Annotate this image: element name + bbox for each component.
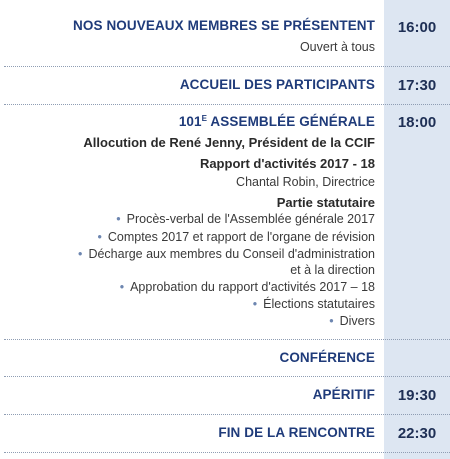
bullet-icon: • (252, 297, 258, 311)
event-title-assembly: $101^E$ ASSEMBLÉE GÉNÉRALE (178, 114, 375, 129)
assembly-report-by: Chantal Robin, Directrice (236, 175, 375, 189)
event-title-welcome: ACCUEIL DES PARTICIPANTS (179, 77, 375, 92)
separator (4, 376, 450, 377)
statutory-section-title: Partie statutaire (276, 195, 375, 210)
bullet-icon: • (329, 314, 334, 328)
event-time-end: 22:30 (397, 425, 437, 442)
separator (4, 104, 450, 105)
event-time-aperitif: 19:30 (397, 387, 437, 404)
statutory-item-continuation: et à la direction (290, 263, 375, 277)
event-title-end: FIN DE LA RENCONTRE (218, 425, 375, 440)
statutory-item: • Divers (329, 314, 375, 328)
assembly-speech: Allocution de René Jenny, Président de la CCIF (83, 135, 375, 150)
event-time-new-members: 16:00 (397, 19, 437, 36)
separator (4, 414, 450, 415)
event-subtitle-open: Ouvert à tous (299, 40, 375, 54)
separator (4, 452, 450, 453)
assembly-report: Rapport d'activités 2017 - 18 (199, 156, 375, 171)
bullet-icon: • (78, 247, 83, 261)
statutory-item: • Approbation du rapport d'activités 2017 – 18 (119, 280, 375, 294)
event-title-new-members: NOS NOUVEAUX MEMBRES SE PRÉSENTENT (73, 18, 375, 33)
bullet-icon: • (97, 230, 102, 244)
statutory-item: • Comptes 2017 et rapport de l'organe de révision (97, 230, 375, 244)
bullet-icon: • (116, 212, 121, 226)
event-time-welcome: 17:30 (397, 77, 437, 94)
event-title-conference: CONFÉRENCE (279, 350, 375, 365)
statutory-item: • Procès-verbal de l'Assemblée générale 2017 (116, 212, 375, 226)
bullet-icon: • (119, 280, 125, 294)
event-title-aperitif: APÉRITIF (312, 387, 375, 402)
statutory-item: • Décharge aux membres du Conseil d'administration (78, 247, 375, 261)
separator (4, 66, 450, 67)
event-time-assembly: 18:00 (397, 114, 437, 131)
statutory-item: • Élections statutaires (252, 297, 375, 311)
separator (4, 339, 450, 340)
